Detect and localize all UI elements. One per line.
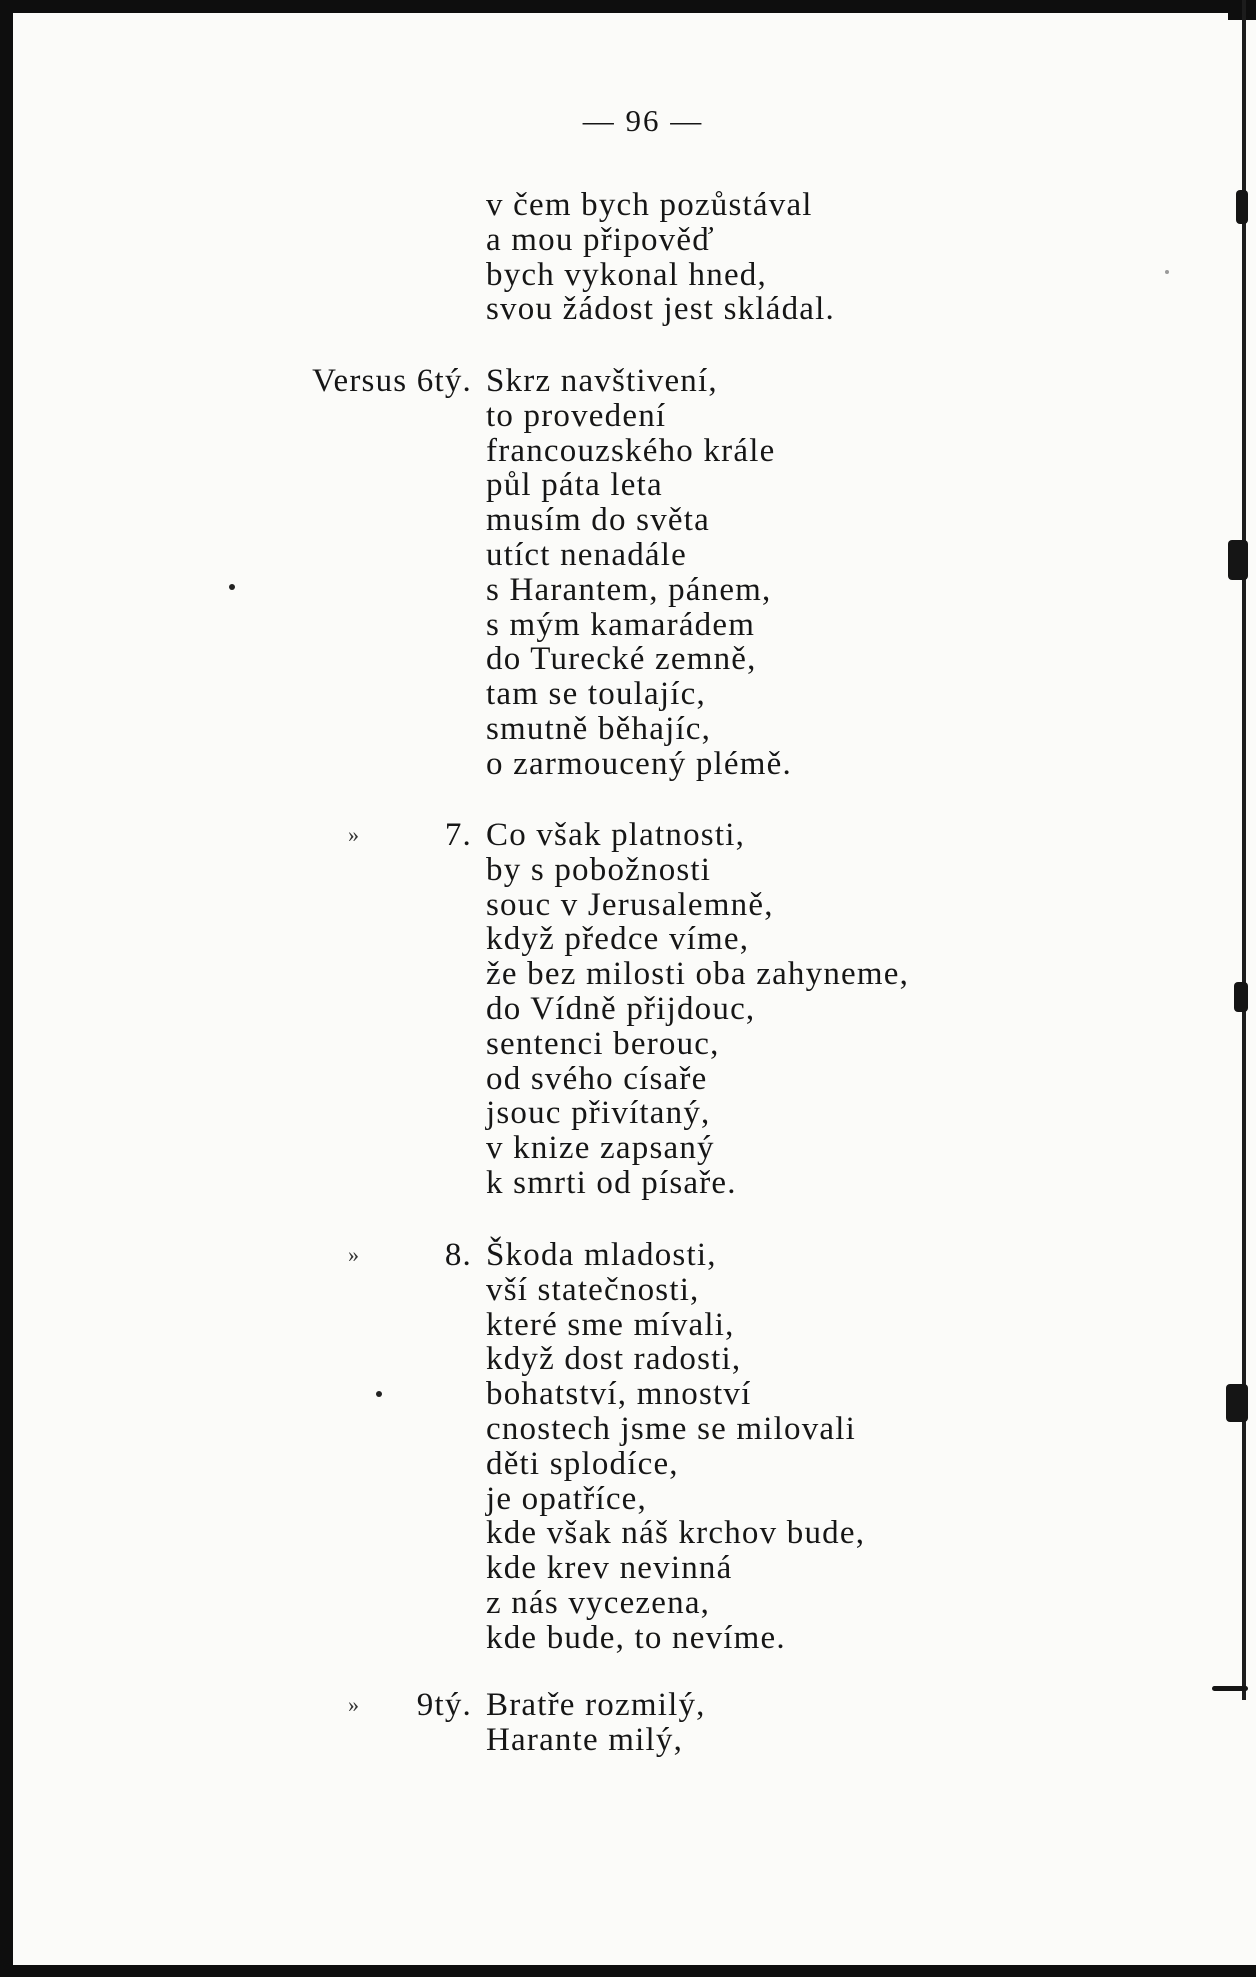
verse-line: k smrti od písaře. bbox=[486, 1164, 737, 1201]
verse-line: cnostech jsme se milovali bbox=[486, 1410, 857, 1447]
verse-line: vší statečnosti, bbox=[486, 1271, 700, 1308]
verse-number-label: 8. bbox=[444, 1237, 472, 1273]
verse-line: Co však platnosti, bbox=[486, 817, 746, 853]
verse-line: děti splodíce, bbox=[486, 1445, 679, 1482]
scan-speck bbox=[376, 1391, 382, 1397]
verse-line: sentenci berouc, bbox=[486, 1025, 720, 1062]
verse-line: kde krev nevinná bbox=[486, 1550, 733, 1587]
verse-number-label: Versus 6tý. bbox=[312, 363, 472, 399]
verse-line: francouzského krále bbox=[486, 432, 776, 469]
verse-lines bbox=[486, 818, 909, 1201]
page-edge-line bbox=[1242, 0, 1246, 1700]
verse-line: Škoda mladosti, bbox=[486, 1237, 717, 1273]
verse-line: o zarmoucený plémě. bbox=[486, 745, 792, 782]
verse-marker: » bbox=[348, 822, 359, 847]
scan-border-bottom bbox=[0, 1965, 1256, 1977]
edge-blob bbox=[1234, 982, 1248, 1012]
verse-line: do Vídně přijdouc, bbox=[486, 990, 756, 1027]
verse-line: je opatříce, bbox=[486, 1480, 647, 1517]
verse-lines bbox=[486, 1688, 706, 1758]
verse-line: Harante milý, bbox=[486, 1721, 684, 1758]
verse-number-label: 9tý. bbox=[416, 1687, 472, 1723]
verse-line: s mým kamarádem bbox=[486, 606, 756, 643]
verse-number-label: 7. bbox=[444, 817, 472, 853]
scan-border-top bbox=[0, 0, 1256, 13]
verse-line: kde však náš krchov bude, bbox=[486, 1515, 866, 1552]
scan-border-left bbox=[0, 0, 13, 1977]
verse-line: jsouc přivítaný, bbox=[486, 1095, 711, 1132]
edge-blob bbox=[1228, 540, 1248, 580]
verse-line: v knize zapsaný bbox=[486, 1130, 715, 1167]
scan-speck bbox=[229, 584, 235, 590]
edge-blob bbox=[1236, 190, 1248, 224]
verse-line: když předce víme, bbox=[486, 921, 750, 958]
verse-lines bbox=[486, 364, 792, 782]
verse-line: půl páta leta bbox=[486, 467, 663, 504]
verse-line: utíct nenadále bbox=[486, 536, 687, 573]
edge-blob bbox=[1212, 1686, 1248, 1691]
verse-lines bbox=[486, 188, 835, 327]
verse-line: bych vykonal hned, bbox=[486, 256, 767, 293]
verse-line: a mou připověď bbox=[486, 221, 715, 258]
verse-line: Skrz navštivení, bbox=[486, 363, 718, 399]
verse-line: by s pobožnosti bbox=[486, 851, 712, 888]
verse-marker: » bbox=[348, 1242, 359, 1267]
edge-blob bbox=[1226, 1384, 1248, 1422]
verse-line: smutně běhajíc, bbox=[486, 710, 712, 747]
verse-line: Bratře rozmilý, bbox=[486, 1687, 706, 1723]
verse-line: z nás vycezena, bbox=[486, 1584, 711, 1621]
verse-line: s Harantem, pánem, bbox=[486, 571, 772, 608]
verse-line: tam se toulajíc, bbox=[486, 676, 706, 713]
verse-line: které sme mívali, bbox=[486, 1306, 735, 1343]
verse-line: musím do světa bbox=[486, 502, 710, 539]
verse-line: bohatství, mnoství bbox=[486, 1376, 752, 1413]
verse-marker: » bbox=[348, 1692, 359, 1717]
verse-line: od svého císaře bbox=[486, 1060, 708, 1097]
verse-line: kde bude, to nevíme. bbox=[486, 1619, 786, 1656]
verse-line: že bez milosti oba zahyneme, bbox=[486, 956, 910, 993]
scan-speck bbox=[1165, 270, 1169, 274]
verse-line: souc v Jerusalemně, bbox=[486, 886, 774, 923]
verse-line: svou žádost jest skládal. bbox=[486, 291, 835, 328]
verse-line: do Turecké zemně, bbox=[486, 641, 757, 678]
verse-lines bbox=[486, 1238, 865, 1656]
verse-line: když dost radosti, bbox=[486, 1341, 742, 1378]
verse-line: v čem bych pozůstával bbox=[486, 187, 813, 223]
page-number: — 96 — bbox=[582, 103, 704, 138]
verse-line: to provedení bbox=[486, 397, 667, 434]
